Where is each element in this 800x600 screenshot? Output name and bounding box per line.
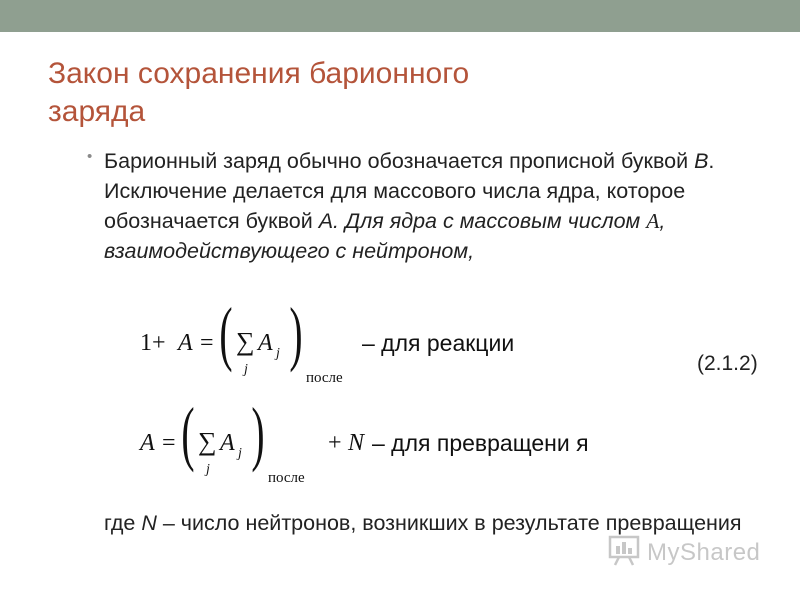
formula2-eq: =	[162, 430, 176, 456]
formula2-sum: ∑	[198, 427, 217, 456]
formula1-label: – для реакции	[362, 330, 515, 356]
slide-title	[48, 55, 748, 131]
bullet-text-3: . Для ядра с массовым числом	[333, 209, 647, 233]
formula2-A: A	[140, 430, 155, 456]
formula1-index: j	[244, 362, 248, 377]
formula1-subscript: после	[306, 370, 343, 386]
formula1-lhs: 1+	[140, 330, 166, 356]
formula1-lparen: (	[219, 293, 233, 373]
formula2-index: j	[206, 462, 210, 477]
bullet-text-1: Барионный заряд обычно обозначается прописной буквой	[104, 149, 695, 173]
footer-symbol-N: N	[141, 511, 157, 535]
formula2-subscript: после	[268, 470, 305, 486]
footer-text-2: – число нейтронов, возникших в результате превращения	[156, 511, 742, 535]
formula2-j: j	[238, 446, 242, 461]
symbol-A: A	[318, 209, 334, 233]
formula2-plus: +	[328, 430, 342, 456]
slide-title-line1: Закон сохранения барионного	[48, 57, 470, 90]
formula1-A: A	[178, 330, 193, 356]
footer-text-1: где	[104, 511, 142, 535]
watermark	[607, 533, 760, 572]
symbol-A-serif: A	[646, 209, 660, 233]
formula1-j: j	[276, 346, 280, 361]
formula1-sum: ∑	[236, 327, 255, 356]
formula2-rparen: )	[251, 393, 265, 473]
formula2-lparen: (	[181, 393, 195, 473]
formula-reaction	[140, 293, 380, 392]
equation-number: (2.1.2)	[697, 352, 758, 375]
formula1-Aj: A	[258, 330, 273, 356]
bullet-paragraph	[104, 146, 764, 266]
formula-transformation	[140, 393, 380, 492]
symbol-B: B	[694, 149, 709, 173]
formula2-label: – для превращени я	[372, 430, 589, 456]
formula2-N: N	[348, 430, 365, 456]
watermark-text: MyShared	[647, 538, 761, 566]
bullet-text-2: . Исключение делается для массового числа ядра, которое обозначается буквой	[104, 149, 715, 233]
formula2-Aj: A	[220, 430, 235, 456]
presentation-board-icon	[607, 533, 641, 572]
formula1-eq: =	[200, 330, 214, 356]
bullet-text-4: , взаимодействующего с нейтроном,	[104, 209, 666, 263]
top-accent-bar	[0, 0, 800, 32]
bullet-dot: •	[87, 148, 93, 165]
slide-title-line2: заряда	[48, 95, 146, 128]
formula1-rparen: )	[289, 293, 303, 373]
